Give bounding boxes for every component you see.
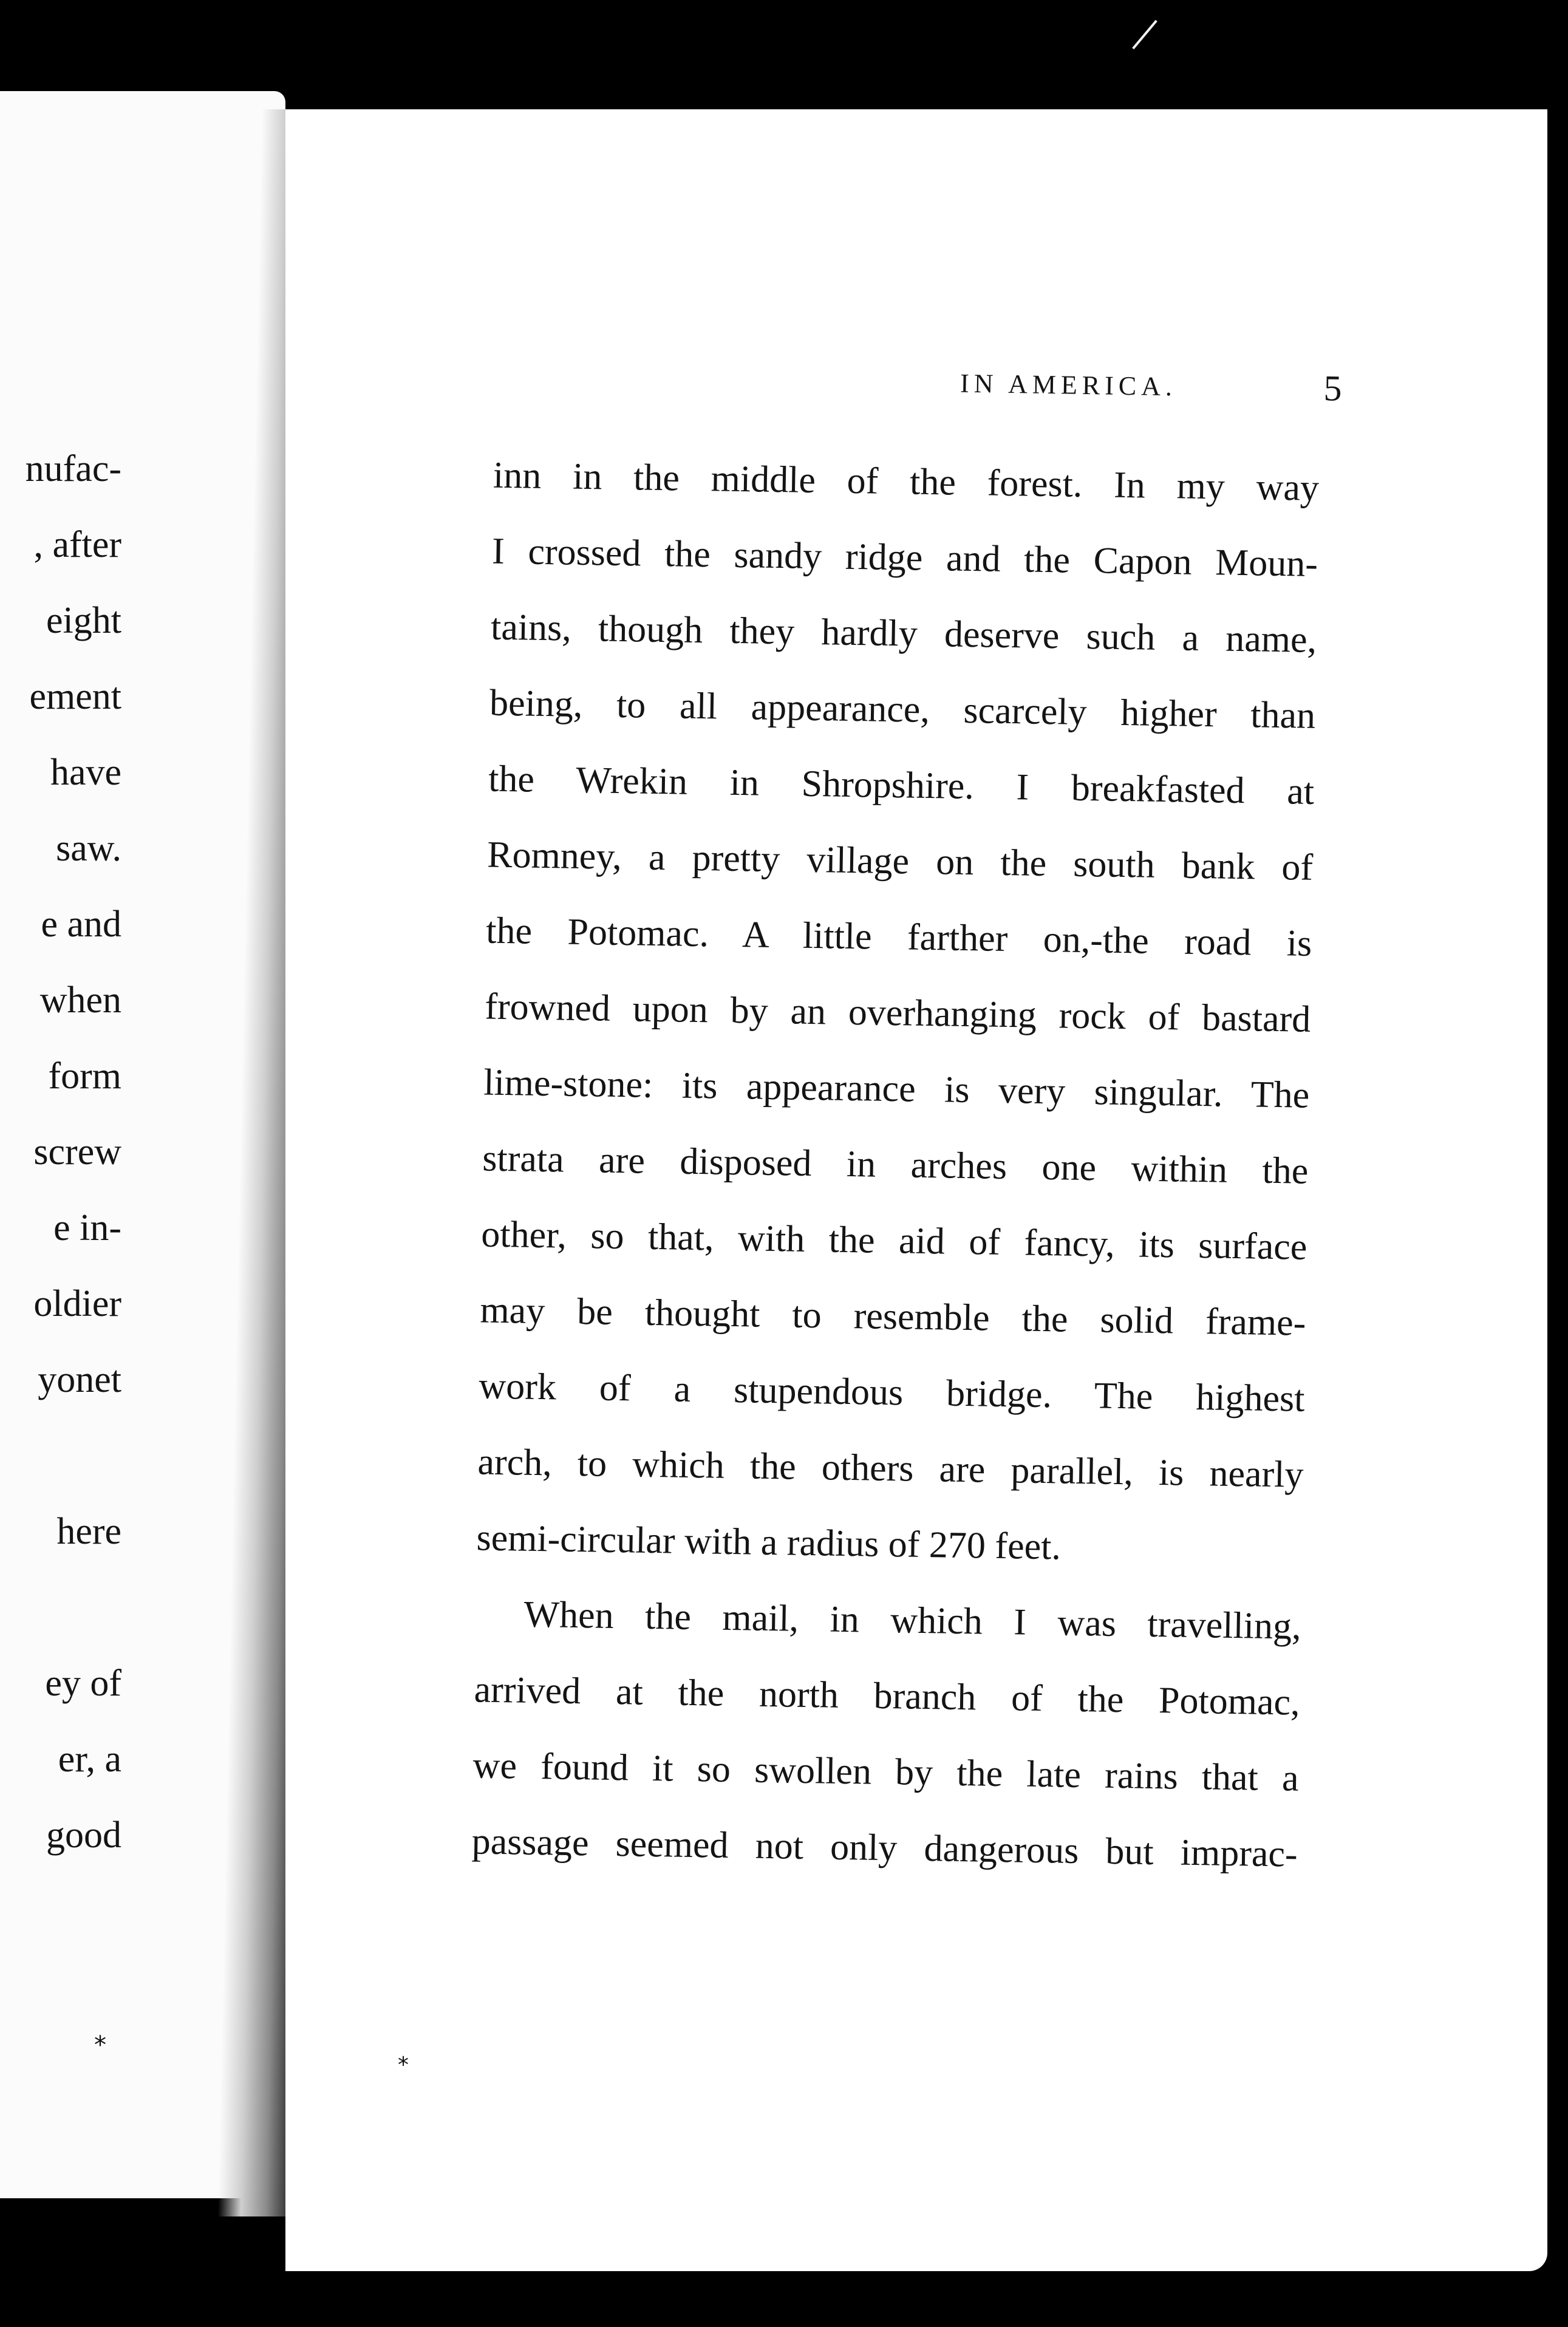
left-page-line: er, a — [58, 1739, 121, 1780]
left-page-line: nufac- — [25, 448, 121, 489]
right-page-text-block — [268, 98, 1564, 2279]
text-line: other, so that, with the aid of fancy, its surface — [480, 1213, 1307, 1268]
text-line: we found it so swollen by the late rains that a — [472, 1745, 1300, 1799]
right-page — [285, 109, 1547, 2271]
text-line: I crossed the sandy ridge and the Capon Moun- — [491, 530, 1318, 585]
left-page-line: e and — [41, 904, 121, 945]
left-page-line: screw — [33, 1131, 121, 1173]
text-line: inn in the middle of the forest. In my way — [493, 454, 1320, 509]
left-page-line: here — [56, 1511, 121, 1552]
running-head: IN AMERICA. — [960, 368, 1178, 402]
right-page-footer-mark: * — [398, 2053, 409, 2077]
page-number: 5 — [1323, 368, 1343, 409]
left-page-line: e in- — [53, 1207, 121, 1249]
paragraph-2 — [471, 1576, 1302, 1892]
left-page-line: saw. — [56, 828, 121, 869]
left-page-line: ey of — [45, 1663, 121, 1704]
scan-corner-mark — [1132, 20, 1157, 50]
text-line: frowned upon by an overhanging rock of bastard — [484, 986, 1311, 1040]
text-line: arrived at the north branch of the Potomac, — [474, 1669, 1301, 1723]
text-line: lime-stone: its appearance is very singular. The — [483, 1061, 1310, 1116]
text-line: strata are disposed in arches one within the — [482, 1137, 1309, 1192]
left-page-line: yonet — [38, 1359, 121, 1400]
left-page-footer-mark: * — [94, 2031, 106, 2059]
left-page-line: when — [39, 980, 121, 1021]
text-line: the Potomac. A little farther on,-the road is — [485, 910, 1312, 964]
text-line: the Wrekin in Shropshire. I breakfasted at — [488, 758, 1315, 813]
left-page-line: ement — [29, 676, 121, 717]
text-line: being, to all appearance, scarcely higher than — [489, 682, 1316, 737]
left-page-text — [0, 431, 121, 1873]
text-line: Romney, a pretty village on the south bank of — [486, 834, 1314, 888]
paragraph-1 — [476, 438, 1320, 1589]
left-page-line: eight — [46, 600, 121, 641]
left-page-line: good — [46, 1814, 121, 1856]
left-page-line: have — [50, 752, 121, 793]
left-page-line: oldier — [33, 1283, 121, 1324]
text-line: semi-circular with a radius of 270 feet. — [476, 1517, 1062, 1568]
left-page-line: , after — [33, 524, 121, 565]
text-line: may be thought to resemble the solid frame- — [479, 1289, 1306, 1344]
text-line: arch, to which the others are parallel, is nearly — [477, 1441, 1304, 1496]
text-line: work of a stupendous bridge. The highest — [479, 1365, 1305, 1420]
text-line: tains, though they hardly deserve such a name, — [490, 606, 1317, 661]
left-page-line: form — [48, 1055, 121, 1097]
text-line: passage seemed not only dangerous but imprac- — [471, 1821, 1298, 1875]
text-line: When the mail, in which I was travelling, — [523, 1593, 1302, 1647]
